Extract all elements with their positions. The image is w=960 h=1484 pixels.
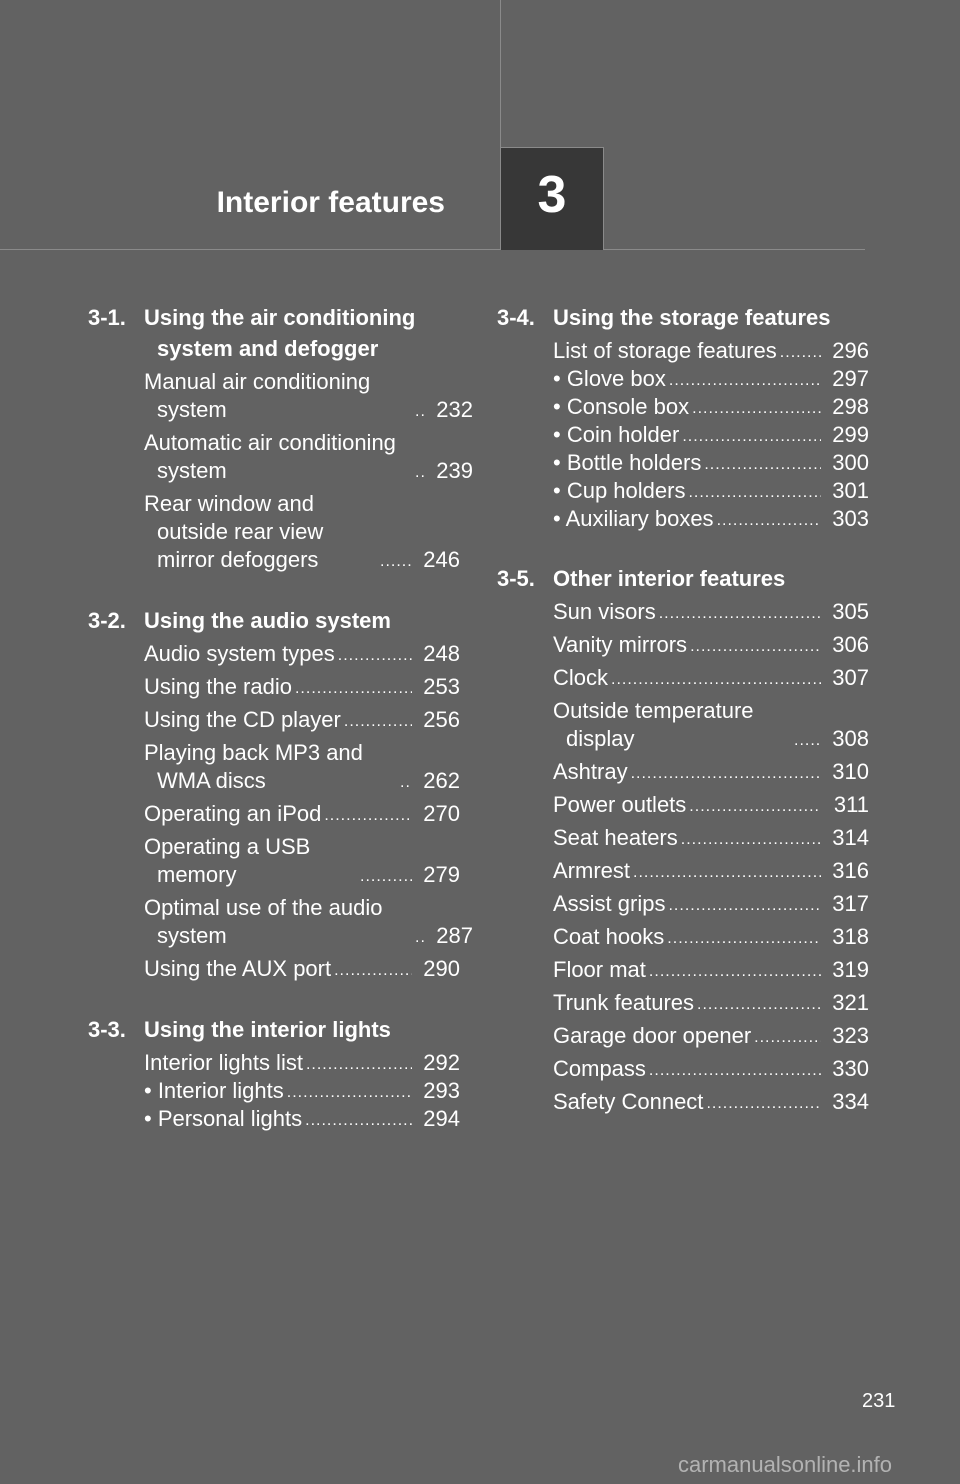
toc-entry-text: Operating an iPod <box>144 801 322 826</box>
toc-entry-text: Trunk features <box>553 990 695 1015</box>
toc-entry[interactable] <box>553 449 869 477</box>
toc-entry[interactable] <box>553 421 869 449</box>
dot-leader <box>706 1092 821 1116</box>
dot-leader <box>306 1053 412 1077</box>
toc-entry-page: 308 <box>832 726 869 751</box>
section-heading <box>497 302 869 333</box>
toc-entry-text: Operating a USB memory <box>144 834 311 887</box>
toc-entry-page: 256 <box>423 707 460 732</box>
toc-entry[interactable] <box>553 890 869 918</box>
toc-entry-text: • Cup holders <box>553 478 686 503</box>
toc-entry-text: Using the AUX port <box>144 956 332 981</box>
toc-entry-text: Audio system types <box>144 641 335 666</box>
toc-section-3-5 <box>497 563 869 1116</box>
toc-entry[interactable] <box>144 706 460 734</box>
toc-entry-page: 319 <box>832 957 869 982</box>
toc-entry[interactable] <box>144 955 460 983</box>
toc-entry-page: 303 <box>832 506 869 531</box>
toc-section-3-2 <box>88 605 473 983</box>
toc-entry-page: 314 <box>832 825 869 850</box>
toc-entry-text: Compass <box>553 1056 646 1081</box>
dot-leader <box>681 828 821 852</box>
dot-leader <box>295 677 412 701</box>
toc-entry[interactable] <box>553 1055 869 1083</box>
toc-entry-page: 317 <box>832 891 869 916</box>
toc-entry-text: Floor mat <box>553 957 646 982</box>
toc-entry-text: Power outlets <box>553 792 687 817</box>
section-number: 3-3. <box>88 1017 126 1042</box>
toc-entry[interactable] <box>144 490 460 574</box>
toc-entry[interactable] <box>553 337 869 365</box>
section-title: Using the air conditioning system and defogger <box>144 305 416 361</box>
page-number: 231 <box>862 1390 896 1412</box>
toc-entry[interactable] <box>553 824 869 852</box>
dot-leader <box>305 1109 412 1133</box>
toc-entry-text: Using the CD player <box>144 707 341 732</box>
toc-section-3-1 <box>88 302 473 574</box>
toc-entry-text: • Console box <box>553 394 690 419</box>
toc-entry-page: 301 <box>832 478 869 503</box>
dot-leader <box>669 369 821 393</box>
toc-entry[interactable] <box>144 640 460 668</box>
section-number: 3-2. <box>88 608 126 633</box>
toc-entry-text: Armrest <box>553 858 630 883</box>
toc-entry[interactable] <box>553 697 869 753</box>
toc-entry[interactable] <box>144 429 473 485</box>
dot-leader <box>360 865 412 889</box>
chapter-number: 3 <box>537 166 567 224</box>
dot-leader <box>667 927 821 951</box>
toc-entry-page: 300 <box>832 450 869 475</box>
toc-entry-page: 239 <box>436 458 473 483</box>
toc-entry[interactable] <box>144 833 460 889</box>
toc-entry[interactable] <box>144 1105 460 1133</box>
toc-entry-page: 294 <box>423 1106 460 1131</box>
toc-entry[interactable] <box>553 1088 869 1116</box>
dot-leader <box>344 710 412 734</box>
toc-entry-page: 270 <box>423 801 460 826</box>
toc-entry-page: 293 <box>423 1078 460 1103</box>
toc-entry[interactable] <box>144 800 460 828</box>
dot-leader <box>717 509 821 533</box>
dot-leader <box>688 481 821 505</box>
section-heading <box>88 605 460 636</box>
toc-entry-page: 334 <box>832 1089 869 1114</box>
dot-leader <box>780 341 821 365</box>
toc-entry-page: 306 <box>832 632 869 657</box>
toc-entry-page: 316 <box>832 858 869 883</box>
toc-entry-text: Coat hooks <box>553 924 665 949</box>
toc-column-left <box>88 302 473 1133</box>
section-title: Using the storage features <box>553 305 831 330</box>
toc-entry[interactable] <box>553 1022 869 1050</box>
dot-leader <box>415 926 425 950</box>
dot-leader <box>697 993 821 1017</box>
toc-entry[interactable] <box>553 505 869 533</box>
toc-entry-text: • Coin holder <box>553 422 680 447</box>
toc-entry-text: • Interior lights <box>144 1078 284 1103</box>
toc-entry-page: 299 <box>832 422 869 447</box>
toc-entry-page: 330 <box>832 1056 869 1081</box>
dot-leader <box>415 400 425 424</box>
toc-entry[interactable] <box>553 857 869 885</box>
section-number: 3-5. <box>497 566 535 591</box>
toc-entry-page: 287 <box>436 923 473 948</box>
watermark: carmanualsonline.info <box>678 1452 893 1477</box>
toc-entry-page: 297 <box>832 366 869 391</box>
toc-entry[interactable] <box>144 739 460 795</box>
toc-section-3-4 <box>497 302 869 533</box>
toc-entry-text: • Personal lights <box>144 1106 303 1131</box>
toc-entry[interactable] <box>553 989 869 1017</box>
toc-entry-text: List of storage features <box>553 338 777 363</box>
toc-entry-text: Sun visors <box>553 599 656 624</box>
toc-entry-page: 296 <box>832 338 869 363</box>
section-number: 3-1. <box>88 305 126 330</box>
chapter-number-box <box>500 147 604 250</box>
dot-leader <box>692 397 821 421</box>
toc-entry[interactable] <box>553 791 869 819</box>
toc-entry-text: Outside temperature display <box>553 698 754 751</box>
dot-leader <box>334 959 412 983</box>
dot-leader <box>649 1059 821 1083</box>
toc-entry-page: 321 <box>832 990 869 1015</box>
dot-leader <box>689 795 821 819</box>
section-heading <box>88 302 460 364</box>
toc-entry-text: Clock <box>553 665 609 690</box>
toc-entry[interactable] <box>144 1049 460 1077</box>
dot-leader <box>794 729 821 753</box>
toc-entry-text: Safety Connect <box>553 1089 704 1114</box>
section-heading <box>497 563 869 594</box>
toc-column-right <box>497 302 869 1121</box>
toc-entry-page: 232 <box>436 397 473 422</box>
dot-leader <box>668 894 821 918</box>
dot-leader <box>631 762 821 786</box>
dot-leader <box>338 644 412 668</box>
toc-entry-page: 253 <box>423 674 460 699</box>
dot-leader <box>287 1081 412 1105</box>
toc-entry[interactable] <box>553 758 869 786</box>
toc-entry-page: 318 <box>832 924 869 949</box>
dot-leader <box>415 461 425 485</box>
toc-entry-page: 307 <box>832 665 869 690</box>
toc-entry-text: Seat heaters <box>553 825 678 850</box>
toc-entry-page: 292 <box>423 1050 460 1075</box>
dot-leader <box>649 960 821 984</box>
toc-entry-text: Manual air conditioning system <box>144 369 371 422</box>
toc-entry[interactable] <box>553 598 869 626</box>
toc-entry[interactable] <box>553 365 869 393</box>
toc-entry-page: 323 <box>832 1023 869 1048</box>
toc-entry[interactable] <box>553 664 869 692</box>
section-number: 3-4. <box>497 305 535 330</box>
header-horizontal-rule <box>0 249 865 250</box>
toc-entry-text: Assist grips <box>553 891 666 916</box>
toc-entry-text: Rear window and outside rear view mirror defoggers <box>144 491 324 572</box>
toc-entry-text: • Auxiliary boxes <box>553 506 714 531</box>
dot-leader <box>400 771 412 795</box>
toc-entry[interactable] <box>144 368 473 424</box>
toc-entry-text: Vanity mirrors <box>553 632 688 657</box>
toc-entry-page: 310 <box>832 759 869 784</box>
toc-entry-text: Automatic air conditioning system <box>144 430 396 483</box>
toc-entry-text: Ashtray <box>553 759 628 784</box>
dot-leader <box>611 668 821 692</box>
toc-entry[interactable] <box>553 477 869 505</box>
toc-entry-page: 248 <box>423 641 460 666</box>
toc-entry-text: • Bottle holders <box>553 450 702 475</box>
chapter-title: Interior features <box>216 186 445 219</box>
dot-leader <box>633 861 821 885</box>
toc-entry[interactable] <box>553 631 869 659</box>
section-heading <box>88 1014 460 1045</box>
toc-entry-page: 279 <box>423 862 460 887</box>
toc-entry-text: Garage door opener <box>553 1023 752 1048</box>
section-title: Using the audio system <box>144 608 391 633</box>
dot-leader <box>324 804 412 828</box>
dot-leader <box>754 1026 821 1050</box>
section-title: Using the interior lights <box>144 1017 391 1042</box>
toc-entry-page: 311 <box>833 792 869 817</box>
dot-leader <box>682 425 821 449</box>
toc-entry-text: Playing back MP3 and WMA discs <box>144 740 363 793</box>
dot-leader <box>380 550 412 574</box>
toc-entry-text: • Glove box <box>553 366 666 391</box>
toc-entry-text: Interior lights list <box>144 1050 303 1075</box>
section-title: Other interior features <box>553 566 786 591</box>
toc-section-3-3 <box>88 1014 460 1133</box>
toc-entry-page: 262 <box>423 768 460 793</box>
toc-entry-page: 246 <box>423 547 460 572</box>
toc-entry[interactable] <box>553 956 869 984</box>
toc-entry-text: Using the radio <box>144 674 292 699</box>
toc-entry[interactable] <box>553 393 869 421</box>
toc-entry[interactable] <box>144 1077 460 1105</box>
toc-entry-page: 305 <box>832 599 869 624</box>
toc-entry-text: Optimal use of the audio system <box>144 895 383 948</box>
dot-leader <box>704 453 821 477</box>
toc-entry[interactable] <box>144 894 473 950</box>
toc-entry[interactable] <box>144 673 460 701</box>
toc-entry[interactable] <box>553 923 869 951</box>
dot-leader <box>659 602 821 626</box>
toc-entry-page: 298 <box>832 394 869 419</box>
dot-leader <box>690 635 821 659</box>
toc-entry-page: 290 <box>423 956 460 981</box>
